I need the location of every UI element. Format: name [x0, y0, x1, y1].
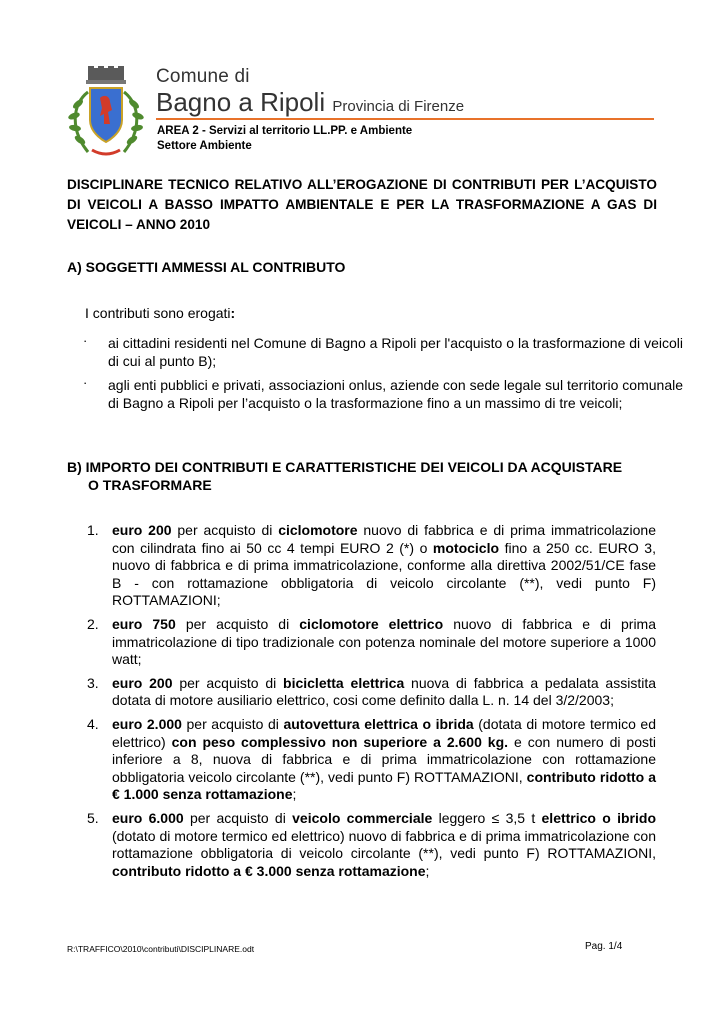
item-text: per acquisto di [175, 615, 300, 632]
item-vehicle: veicolo commerciale [292, 809, 433, 826]
section-b-heading [67, 458, 667, 494]
contribution-item [87, 675, 656, 710]
item-reduced-contribution: contributo ridotto a € 1.000 senza rottamazione [112, 768, 656, 803]
item-vehicle: autovettura elettrica o ibrida [283, 715, 474, 732]
item-vehicle: ciclomotore [278, 522, 358, 538]
province-name: Provincia di Firenze [332, 98, 465, 115]
item-vehicle: motociclo [432, 539, 500, 556]
item-text: e con numero di posti inferiore a 8, nuova di fabbrica e di prima immatricolazione con rottamazione obbligatoria veicolo circolante (**), vedi punto F) ROTTAMAZIONI, [112, 733, 657, 785]
item-text: (dotata di motore termico ed elettrico) [112, 715, 656, 750]
section-a-intro [85, 305, 235, 321]
item-text: nuovo di fabbrica e di prima immatricolazione con cilindrata fino ai 50 cc 4 tempi EURO 2 (*) o [112, 522, 656, 556]
contribution-item [87, 716, 656, 804]
header-municipality-name [156, 87, 464, 118]
item-text: nuova di fabbrica a pedalata assistita dotata di motore ausiliario elettrico, cosi come definito dalla L. n. 14 del 3/2/2003; [112, 674, 657, 709]
item-text: fino a 250 cc. EURO 3, nuovo di fabbrica e di prima immatricolazione, conforme alla direttiva 2002/51/CE fase B - con rottamazione obbligatoria di veicolo circolante (**), vedi punto F) ROTTAMAZIONI; [112, 539, 656, 609]
item-number: 4. [87, 715, 99, 732]
item-vehicle: ciclomotore elettrico [299, 615, 444, 632]
item-amount: euro 750 [112, 615, 176, 632]
item-amount: euro 200 [112, 522, 172, 538]
item-reduced-contribution: contributo ridotto a € 3.000 senza rottamazione [112, 862, 426, 879]
item-text: nuovo di fabbrica e di prima immatricolazione di tipo tradizionale con potenza nominale del motore superiore a 1000 watt; [112, 615, 657, 668]
item-number: 2. [87, 615, 99, 632]
item-text: per acquisto di [171, 522, 279, 538]
bullet-mark: · [83, 333, 88, 348]
header-area: AREA 2 - Servizi al territorio LL.PP. e Ambiente [157, 125, 413, 137]
item-number: 3. [87, 674, 99, 691]
section-b-heading-line2: O TRASFORMARE [88, 477, 212, 493]
footer-page-number: Pag. 1/4 [585, 941, 623, 952]
contribution-item [87, 616, 656, 669]
item-vehicle: bicicletta elettrica [283, 674, 405, 691]
bullet-mark: · [83, 375, 88, 390]
footer-file-path: R:\TRAFFICO\2010\contributi\DISCIPLINARE.odt [67, 944, 255, 954]
section-b-heading-line1: B) IMPORTO DEI CONTRIBUTI E CARATTERISTICHE DEI VEICOLI DA ACQUISTARE [67, 459, 623, 475]
section-a-bullet: agli enti pubblici e privati, associazioni onlus, aziende con sede legale sul territorio comunale di Bagno a Ripoli per l’acquisto o la trasformazione fino a un massimo di tre veicoli; [108, 377, 683, 411]
document-title: DISCIPLINARE TECNICO RELATIVO ALL’EROGAZIONE DI CONTRIBUTI PER L’ACQUISTO DI VEICOLI A BASSO IMPATTO AMBIENTALE E PER LA TRASFORMAZIONE A GAS DI VEICOLI – ANNO 2010 [67, 177, 657, 232]
section-a-bullet: ai cittadini residenti nel Comune di Bagno a Ripoli per l'acquisto o la trasformazione di veicoli di cui al punto B); [108, 335, 683, 369]
item-vehicle: elettrico o ibrido [541, 809, 657, 826]
header-comune-label: Comune di [156, 66, 250, 87]
item-amount: euro 200 [112, 674, 173, 691]
item-text: per acquisto di [181, 715, 284, 732]
item-text: ; [292, 786, 297, 803]
header-divider [156, 118, 654, 120]
contribution-item [87, 810, 656, 880]
item-text: per acquisto di [183, 809, 293, 826]
item-text: ; [425, 862, 430, 879]
section-a-heading: A) SOGGETTI AMMESSI AL CONTRIBUTO [67, 259, 346, 275]
intro-colon: : [230, 305, 236, 321]
coat-of-arms-icon [66, 64, 146, 162]
item-number: 5. [87, 809, 99, 826]
item-amount: euro 6.000 [112, 809, 184, 826]
municipality-name: Bagno a Ripoli [156, 87, 326, 117]
contribution-item [87, 522, 656, 610]
item-text: (dotato di motore termico ed elettrico) nuovo di fabbrica e di prima immatricolazione con rottamazione obbligatoria di veicolo circolante (**), vedi punto F) ROTTAMAZIONI, [112, 827, 656, 862]
item-weight-limit: con peso complessivo non superiore a 2.600 kg. [171, 733, 509, 750]
item-text: per acquisto di [172, 674, 284, 691]
item-text: leggero ≤ 3,5 t [432, 809, 542, 826]
item-number: 1. [87, 522, 99, 538]
header-settore: Settore Ambiente [157, 140, 252, 152]
contribution-items-list [87, 522, 656, 886]
item-amount: euro 2.000 [112, 715, 182, 732]
intro-text: I contributi sono erogati [85, 305, 231, 321]
